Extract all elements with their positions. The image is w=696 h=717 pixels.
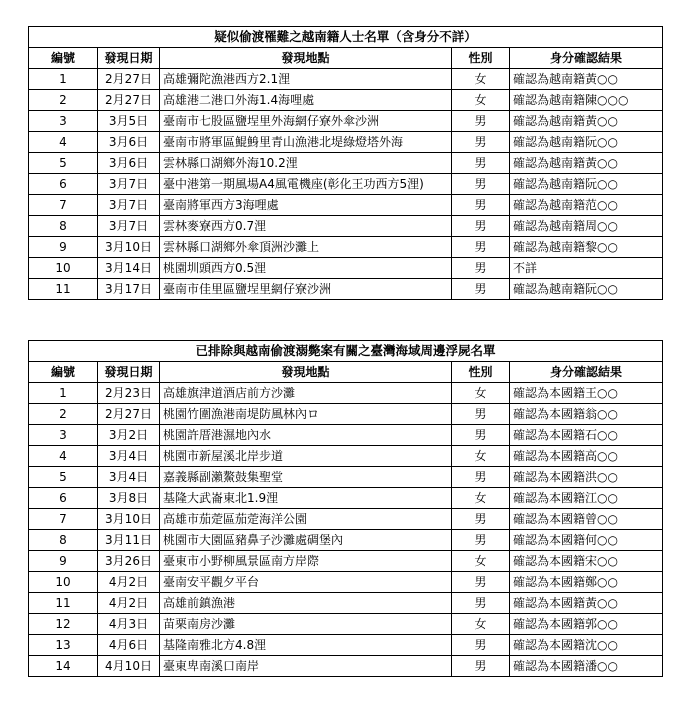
cell-location: 嘉義縣副瀨鰲鼓集聖堂 xyxy=(160,467,452,488)
table-row xyxy=(29,530,663,551)
table-row xyxy=(29,614,663,635)
cell-identity: 確認為本國籍石○○ xyxy=(510,425,663,446)
header-gender: 性別 xyxy=(452,48,510,69)
cell-location: 臺南將軍西方3海哩處 xyxy=(160,195,452,216)
cell-location: 雲林麥寮西方0.7浬 xyxy=(160,216,452,237)
cell-number: 4 xyxy=(29,132,98,153)
cell-location: 高雄旗津道酒店前方沙灘 xyxy=(160,383,452,404)
cell-gender: 女 xyxy=(452,69,510,90)
cell-identity: 確認為本國籍沈○○ xyxy=(510,635,663,656)
cell-number: 10 xyxy=(29,572,98,593)
cell-number: 6 xyxy=(29,488,98,509)
cell-number: 3 xyxy=(29,425,98,446)
header-gender: 性別 xyxy=(452,362,510,383)
cell-location: 高雄市茄萣區茄萣海洋公園 xyxy=(160,509,452,530)
cell-identity: 確認為越南籍陳○○○ xyxy=(510,90,663,111)
cell-location: 桃園竹圍漁港南堤防風林內ロ xyxy=(160,404,452,425)
cell-date: 3月2日 xyxy=(98,425,160,446)
cell-location: 桃園市新屋溪北岸步道 xyxy=(160,446,452,467)
table-row xyxy=(29,572,663,593)
cell-identity: 確認為越南籍黎○○ xyxy=(510,237,663,258)
cell-date: 3月7日 xyxy=(98,216,160,237)
cell-identity: 不詳 xyxy=(510,258,663,279)
cell-date: 3月5日 xyxy=(98,111,160,132)
cell-gender: 男 xyxy=(452,572,510,593)
cell-identity: 確認為本國籍高○○ xyxy=(510,446,663,467)
header-identity: 身分確認結果 xyxy=(510,362,663,383)
cell-location: 桃園市大園區豬鼻子沙灘處碉堡內 xyxy=(160,530,452,551)
cell-number: 8 xyxy=(29,530,98,551)
cell-number: 2 xyxy=(29,404,98,425)
table-row xyxy=(29,509,663,530)
cell-gender: 女 xyxy=(452,488,510,509)
cell-date: 2月23日 xyxy=(98,383,160,404)
cell-date: 2月27日 xyxy=(98,404,160,425)
cell-date: 3月11日 xyxy=(98,530,160,551)
table-row xyxy=(29,279,663,300)
table-row xyxy=(29,132,663,153)
cell-identity: 確認為本國籍何○○ xyxy=(510,530,663,551)
cell-gender: 男 xyxy=(452,593,510,614)
table-row xyxy=(29,467,663,488)
cell-number: 3 xyxy=(29,111,98,132)
cell-number: 13 xyxy=(29,635,98,656)
cell-gender: 男 xyxy=(452,132,510,153)
cell-number: 12 xyxy=(29,614,98,635)
cell-location: 雲林縣口湖鄉外海10.2浬 xyxy=(160,153,452,174)
header-number: 編號 xyxy=(29,48,98,69)
cell-identity: 確認為本國籍曾○○ xyxy=(510,509,663,530)
cell-number: 9 xyxy=(29,237,98,258)
cell-location: 臺南市七股區鹽埕里外海網仔寮外傘沙洲 xyxy=(160,111,452,132)
cell-date: 4月3日 xyxy=(98,614,160,635)
cell-gender: 男 xyxy=(452,216,510,237)
cell-gender: 男 xyxy=(452,195,510,216)
table-row xyxy=(29,425,663,446)
cell-identity: 確認為越南籍阮○○ xyxy=(510,279,663,300)
cell-identity: 確認為越南籍黃○○ xyxy=(510,153,663,174)
cell-identity: 確認為越南籍范○○ xyxy=(510,195,663,216)
cell-gender: 男 xyxy=(452,530,510,551)
cell-date: 3月10日 xyxy=(98,237,160,258)
cell-gender: 男 xyxy=(452,656,510,677)
cell-date: 3月7日 xyxy=(98,174,160,195)
table-row xyxy=(29,383,663,404)
cell-location: 基隆南雅北方4.8浬 xyxy=(160,635,452,656)
table-row xyxy=(29,593,663,614)
cell-gender: 女 xyxy=(452,90,510,111)
cell-date: 4月6日 xyxy=(98,635,160,656)
cell-date: 4月10日 xyxy=(98,656,160,677)
cell-gender: 男 xyxy=(452,237,510,258)
cell-gender: 女 xyxy=(452,446,510,467)
cell-gender: 男 xyxy=(452,425,510,446)
cell-identity: 確認為本國籍鄭○○ xyxy=(510,572,663,593)
table-title: 疑似偷渡罹難之越南籍人士名單（含身分不詳） xyxy=(29,27,663,48)
cell-date: 2月27日 xyxy=(98,90,160,111)
cell-number: 14 xyxy=(29,656,98,677)
cell-gender: 女 xyxy=(452,551,510,572)
cell-identity: 確認為本國籍翁○○ xyxy=(510,404,663,425)
table-header-row xyxy=(29,48,663,69)
cell-location: 桃園許厝港濕地內水 xyxy=(160,425,452,446)
cell-location: 高雄前鎮漁港 xyxy=(160,593,452,614)
cell-location: 高雄港二港口外海1.4海哩處 xyxy=(160,90,452,111)
cell-number: 10 xyxy=(29,258,98,279)
cell-date: 3月8日 xyxy=(98,488,160,509)
header-location: 發現地點 xyxy=(160,48,452,69)
cell-identity: 確認為本國籍洪○○ xyxy=(510,467,663,488)
cell-identity: 確認為越南籍黃○○ xyxy=(510,69,663,90)
table-row xyxy=(29,488,663,509)
cell-date: 4月2日 xyxy=(98,593,160,614)
cell-location: 苗栗南房沙灘 xyxy=(160,614,452,635)
cell-date: 3月7日 xyxy=(98,195,160,216)
cell-gender: 男 xyxy=(452,174,510,195)
cell-gender: 男 xyxy=(452,467,510,488)
cell-date: 3月4日 xyxy=(98,446,160,467)
cell-gender: 男 xyxy=(452,404,510,425)
cell-identity: 確認為越南籍阮○○ xyxy=(510,132,663,153)
table-row xyxy=(29,404,663,425)
cell-location: 臺南市將軍區鯤鯓里青山漁港北堤綠燈塔外海 xyxy=(160,132,452,153)
table-row xyxy=(29,237,663,258)
cell-identity: 確認為越南籍黃○○ xyxy=(510,111,663,132)
cell-number: 8 xyxy=(29,216,98,237)
table-row xyxy=(29,656,663,677)
cell-identity: 確認為本國籍江○○ xyxy=(510,488,663,509)
cell-date: 3月10日 xyxy=(98,509,160,530)
cell-number: 1 xyxy=(29,69,98,90)
cell-location: 臺東卑南溪口南岸 xyxy=(160,656,452,677)
cell-identity: 確認為本國籍宋○○ xyxy=(510,551,663,572)
table-row xyxy=(29,90,663,111)
excluded-bodies-table xyxy=(28,340,663,677)
table-title: 已排除與越南偷渡溺斃案有關之臺灣海域周邊浮屍名單 xyxy=(29,341,663,362)
cell-date: 3月17日 xyxy=(98,279,160,300)
cell-location: 臺南市佳里區鹽埕里網仔寮沙洲 xyxy=(160,279,452,300)
header-date: 發現日期 xyxy=(98,48,160,69)
cell-gender: 男 xyxy=(452,279,510,300)
cell-date: 3月6日 xyxy=(98,153,160,174)
header-identity: 身分確認結果 xyxy=(510,48,663,69)
cell-location: 高雄彌陀漁港西方2.1浬 xyxy=(160,69,452,90)
table-header-row xyxy=(29,362,663,383)
cell-date: 2月27日 xyxy=(98,69,160,90)
cell-date: 4月2日 xyxy=(98,572,160,593)
table-row xyxy=(29,551,663,572)
cell-location: 桃園圳頭西方0.5浬 xyxy=(160,258,452,279)
table-row xyxy=(29,635,663,656)
cell-number: 7 xyxy=(29,509,98,530)
cell-gender: 男 xyxy=(452,153,510,174)
table-row xyxy=(29,174,663,195)
header-date: 發現日期 xyxy=(98,362,160,383)
cell-number: 5 xyxy=(29,153,98,174)
cell-date: 3月26日 xyxy=(98,551,160,572)
header-number: 編號 xyxy=(29,362,98,383)
cell-number: 6 xyxy=(29,174,98,195)
cell-location: 臺南安平觀夕平台 xyxy=(160,572,452,593)
table-row xyxy=(29,195,663,216)
cell-gender: 女 xyxy=(452,614,510,635)
cell-number: 1 xyxy=(29,383,98,404)
vietnamese-victims-table xyxy=(28,26,663,300)
table-row xyxy=(29,111,663,132)
cell-identity: 確認為越南籍阮○○ xyxy=(510,174,663,195)
cell-gender: 男 xyxy=(452,635,510,656)
cell-date: 3月14日 xyxy=(98,258,160,279)
cell-identity: 確認為本國籍王○○ xyxy=(510,383,663,404)
cell-number: 2 xyxy=(29,90,98,111)
cell-identity: 確認為本國籍黃○○ xyxy=(510,593,663,614)
cell-number: 5 xyxy=(29,467,98,488)
cell-number: 11 xyxy=(29,279,98,300)
cell-identity: 確認為本國籍郭○○ xyxy=(510,614,663,635)
table-row xyxy=(29,153,663,174)
table-row xyxy=(29,258,663,279)
cell-number: 7 xyxy=(29,195,98,216)
cell-location: 臺東市小野柳風景區南方岸際 xyxy=(160,551,452,572)
cell-gender: 男 xyxy=(452,258,510,279)
cell-identity: 確認為本國籍潘○○ xyxy=(510,656,663,677)
cell-location: 基隆大武崙東北1.9浬 xyxy=(160,488,452,509)
header-location: 發現地點 xyxy=(160,362,452,383)
cell-number: 9 xyxy=(29,551,98,572)
table-row xyxy=(29,69,663,90)
cell-date: 3月6日 xyxy=(98,132,160,153)
cell-gender: 女 xyxy=(452,383,510,404)
cell-number: 4 xyxy=(29,446,98,467)
cell-gender: 男 xyxy=(452,509,510,530)
cell-gender: 男 xyxy=(452,111,510,132)
table-row xyxy=(29,216,663,237)
cell-identity: 確認為越南籍周○○ xyxy=(510,216,663,237)
cell-location: 雲林縣口湖鄉外傘頂洲沙灘上 xyxy=(160,237,452,258)
table-row xyxy=(29,446,663,467)
cell-location: 臺中港第一期風場A4風電機座(彰化王功西方5浬) xyxy=(160,174,452,195)
cell-number: 11 xyxy=(29,593,98,614)
cell-date: 3月4日 xyxy=(98,467,160,488)
